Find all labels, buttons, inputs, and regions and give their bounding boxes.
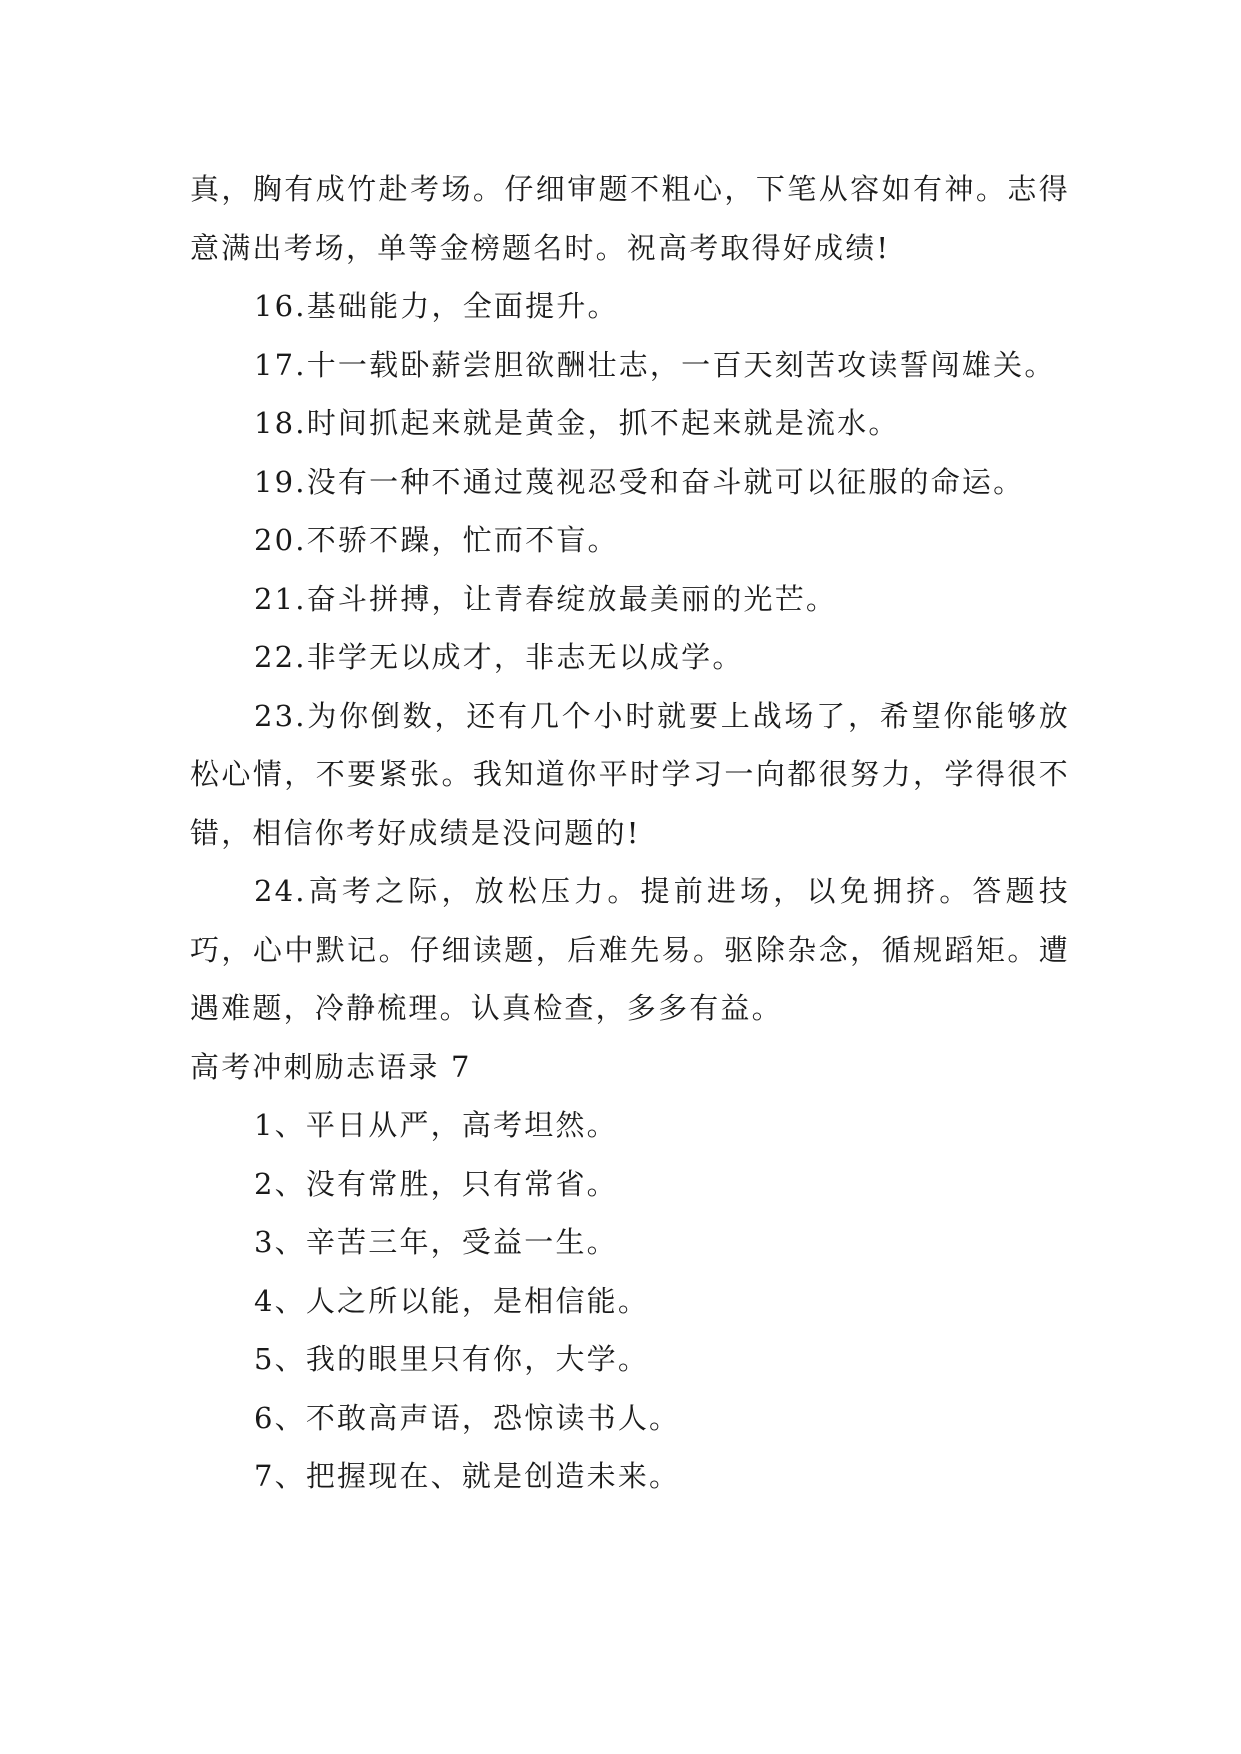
paragraph-item-22: 22.非学无以成才，非志无以成学。 [254,640,744,674]
paragraph-quote-2: 2、没有常胜，只有常省。 [254,1166,618,1201]
paragraph-quote-7: 7、把握现在、就是创造未来。 [254,1459,681,1493]
paragraph-quote-3: 3、辛苦三年，受益一生。 [254,1225,618,1259]
paragraph-item-20: 20.不骄不躁，忙而不盲。 [254,523,619,557]
paragraph-item-17: 17.十一载卧薪尝胆欲酬壮志，一百天刻苦攻读誓闯雄关。 [254,347,1056,382]
paragraph-continued: 真，胸有成竹赴考场。仔细审题不粗心，下笔从容如有神。志得意满出考场，单等金榜题名时。祝高考取得好成绩! [190,172,1070,265]
document-page [190,160,1070,1506]
paragraph-quote-6: 6、不敢高声语，恐惊读书人。 [254,1400,681,1435]
paragraph-quote-5: 5、我的眼里只有你，大学。 [254,1342,650,1376]
paragraph-item-16: 16.基础能力，全面提升。 [254,289,619,323]
paragraph-quote-1: 1、平日从严，高考坦然。 [254,1108,618,1142]
paragraph-item-23: 23.为你倒数，还有几个小时就要上战场了，希望你能够放松心情，不要紧张。我知道你平时学习一向都很努力，学得很不错，相信你考好成绩是没问题的! [190,698,1070,850]
paragraph-item-21: 21.奋斗拼搏，让青春绽放最美丽的光芒。 [254,581,838,616]
paragraph-item-19: 19.没有一种不通过蔑视忍受和奋斗就可以征服的命运。 [254,464,1025,499]
paragraph-item-24: 24.高考之际，放松压力。提前进场，以免拥挤。答题技巧，心中默记。仔细读题，后难先易。驱除杂念，循规蹈矩。遭遇难题，冷静梳理。认真检查，多多有益。 [190,874,1070,1025]
paragraph-item-18: 18.时间抓起来就是黄金，抓不起来就是流水。 [254,406,900,440]
paragraph-quote-4: 4、人之所以能，是相信能。 [254,1283,650,1318]
section-heading: 高考冲刺励志语录 7 [190,1049,472,1084]
